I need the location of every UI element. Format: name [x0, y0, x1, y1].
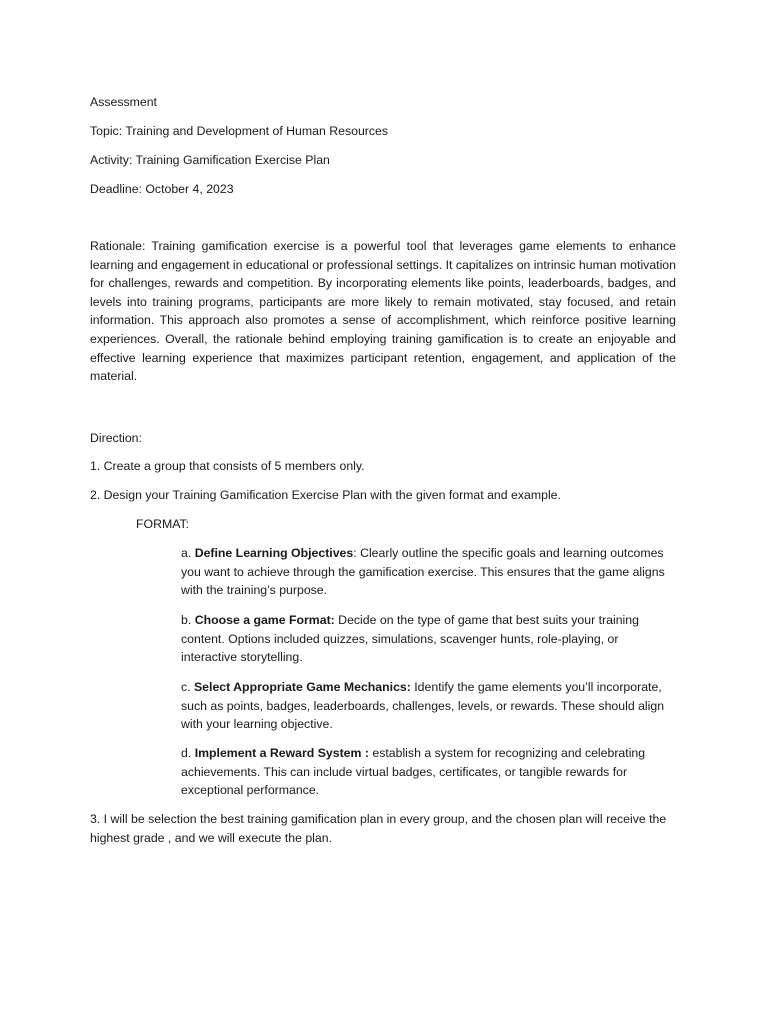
direction-step-3: 3. I will be selection the best training gamification plan in every group, and the chosen plan will receive the highest grade , and we will execute the plan.: [90, 812, 667, 845]
topic-line: Topic: Training and Development of Human Resources: [90, 124, 389, 138]
format-item-text: Identify the game elements you’ll incorporate, such as points, badges, leaderboards, challenges, levels, or rewards. These should align with your learning objective.: [181, 680, 665, 732]
direction-step-2: 2. Design your Training Gamification Exercise Plan with the given format and example.: [90, 488, 561, 502]
format-item-title: Choose a game Format:: [194, 613, 335, 627]
format-item-letter: c.: [181, 680, 194, 694]
direction-label: Direction:: [90, 431, 142, 445]
format-item-text: Decide on the type of game that best suits your training content. Options included quizzes, simulations, scavenger hunts, role-playing, or interactive storytelling.: [181, 613, 639, 665]
format-item-define-objectives: [181, 544, 671, 600]
direction-step-1: 1. Create a group that consists of 5 members only.: [90, 459, 365, 473]
rationale-paragraph: Rationale: Training gamification exercise is a powerful tool that leverages game elements to enhance learning and engagement in educational or professional settings. It capitalizes on intrinsic human motivation for challenges, rewards and competition. By incorporating elements like points, leaderboards, badges, and levels into training programs, participants are more likely to remain motivated, stay focused, and retain information. This approach also promotes a sense of accomplishment, which reinforce positive learning experiences. Overall, the rationale behind employing training gamification is to create an enjoyable and effective learning experience that maximizes participant retention, engagement, and application of the material.: [90, 239, 676, 384]
format-item-text: : Clearly outline the specific goals and learning outcomes you want to achieve through the gamification exercise. This ensures that the game aligns with the training’s purpose.: [181, 546, 665, 598]
format-item-letter: a.: [181, 546, 195, 560]
format-item-title: Define Learning Objectives: [194, 546, 354, 560]
format-item-letter: b.: [181, 613, 195, 627]
format-label: FORMAT:: [136, 517, 190, 531]
assessment-heading: Assessment: [90, 95, 157, 109]
deadline-line: Deadline: October 4, 2023: [90, 182, 234, 196]
format-item-title: Implement a Reward System :: [194, 746, 369, 760]
format-item-title: Select Appropriate Game Mechanics:: [193, 680, 411, 694]
format-item-letter: d.: [181, 746, 195, 760]
format-item-game-mechanics: [181, 678, 671, 734]
activity-line: Activity: Training Gamification Exercise Plan: [90, 153, 330, 167]
format-item-reward-system: [181, 744, 671, 800]
format-item-choose-format: [181, 611, 671, 667]
format-item-text: establish a system for recognizing and celebrating achievements. This can include virtual badges, certificates, or tangible rewards for exceptional performance.: [181, 746, 646, 798]
